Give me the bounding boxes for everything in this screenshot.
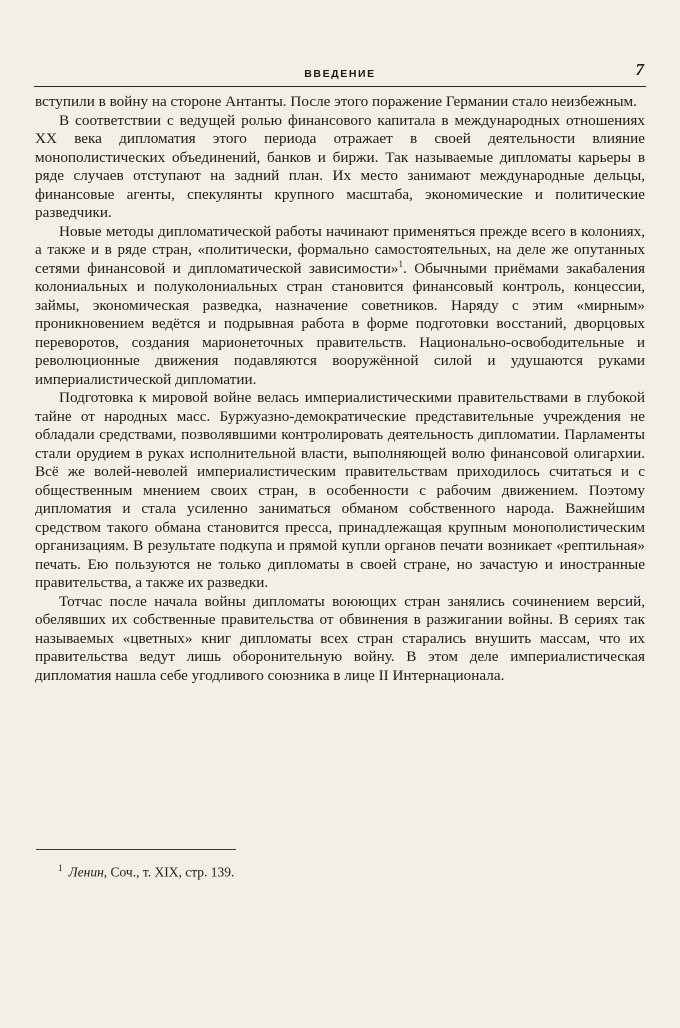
footnote-marker: 1	[58, 863, 63, 873]
paragraph-text: Новые методы дипломатической работы начинают применяться прежде всего в колониях, а также и в ряде стран, «политически, формально самостоятельных, на деле же опутанных сетями финансовой и дипломатической зависимости»	[35, 222, 645, 277]
page-number: 7	[635, 60, 644, 79]
footnote-citation: Соч., т. XIX, стр. 139.	[110, 864, 235, 880]
running-head	[34, 62, 646, 84]
paragraph: Подготовка к мировой войне велась империалистическими правительствами в глубокой тайне от народных масс. Буржуазно-демократические представительные учреждения не обладали средствами, позволявшими контролировать деятельность дипломатии. Парламенты стали орудием в руках исполнительной власти, выполняющей волю финансовой олигархии. Всё же волей-неволей империалистическим правительствам приходилось считаться и с общественным мнением своих стран, в особенности с рабочим движением. Поэтому дипломатия и стала усиленно заниматься обманом собственного народа. Важнейшим средством такого обмана становится пресса, принадлежащая крупным монополистическим организациям. В результате подкупа и прямой купли органов печати возникает «рептильная» печать. Ею пользуются не только дипломаты в своей стране, но зачастую и иностранные правительства, а также их разведки.	[35, 389, 645, 591]
footnote-rule	[36, 849, 236, 850]
paragraph: В соответствии с ведущей ролью финансового капитала в международных отношениях XX века дипломатия этого периода отражает в своей деятельности влияние монополистических объединений, банков и биржи. Так называемые дипломаты карьеры в ряде случаев отступают на задний план. Их место занимают международные дельцы, финансовые агенты, спекулянты крупного масштаба, экономические и политические разведчики.	[35, 111, 645, 221]
footnote-reference[interactable]: 1	[398, 258, 404, 269]
paragraph: Тотчас после начала войны дипломаты воюющих стран занялись сочинением версий, обелявших их собственные правительства от обвинения в разжигании войны. В сериях так называемых «цветных» книг дипломаты всех стран старались внушить массам, что их правительства ведут лишь оборонительную войну. В этом деле империалистическая дипломатия нашла себе угодливого союзника в лице II Интернационала.	[35, 592, 645, 684]
paragraph	[35, 223, 645, 390]
paragraph: вступили в войну на стороне Антанты. После этого поражение Германии стало неизбежным.	[35, 93, 637, 110]
footnote-author: Ленин,	[68, 864, 108, 880]
footnote	[58, 860, 618, 881]
paragraph-text: . Обычными приёмами закабаления колониальных и полуколониальных стран становится финансовый контроль, концессии, займы, экономическая разведка, назначение советников. Наряду с этим «мирным» проникновением ведётся и подрывная работа в форме подготовки восстаний, дворцовых переворотов, создания марионеточных правительств. Национально-освободительные и революционные движения подавляются вооружённой силой и удушаются руками империалистической дипломатии.	[35, 259, 645, 388]
header-rule	[34, 86, 646, 87]
body-text	[35, 93, 645, 685]
section-title: ВВЕДЕНИЕ	[304, 68, 376, 80]
